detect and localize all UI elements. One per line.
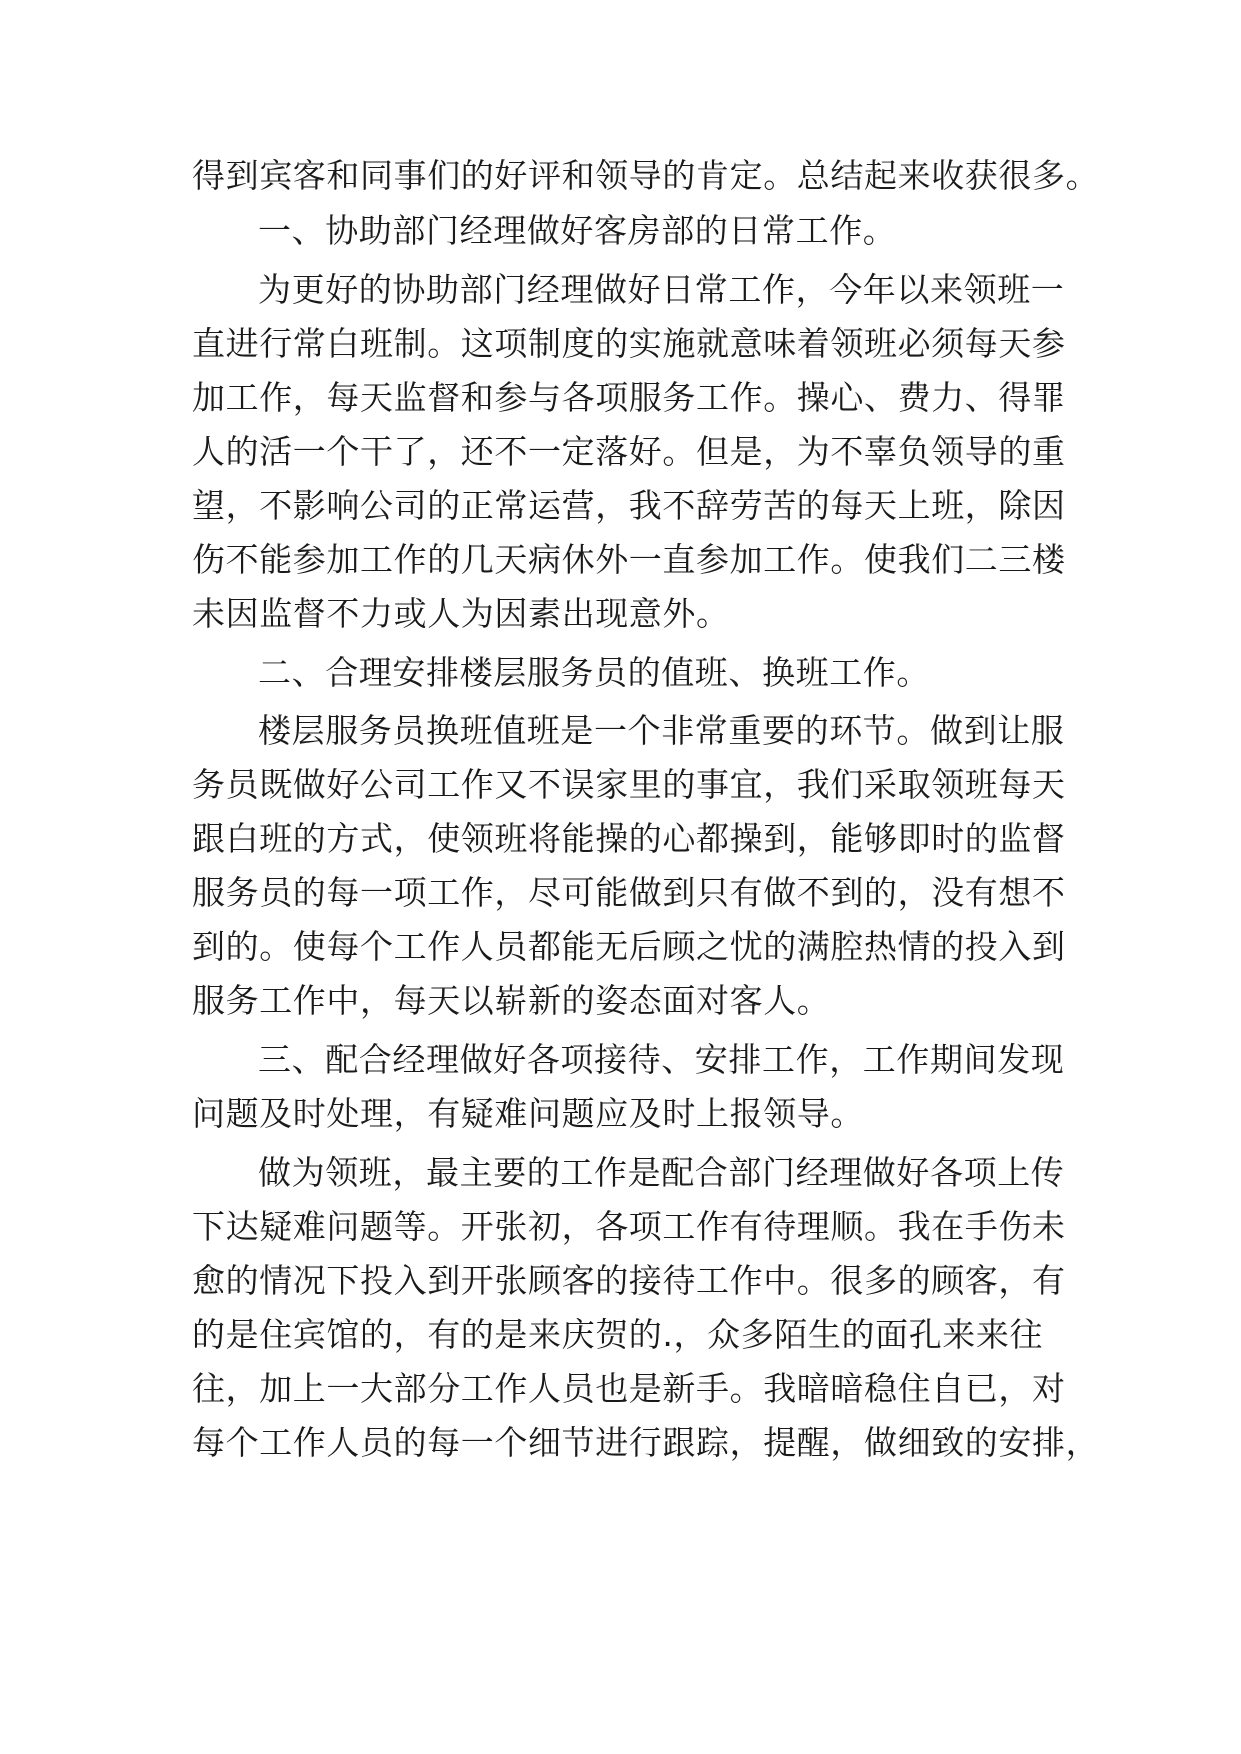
text-line: 服务工作中，每天以崭新的姿态面对客人。 xyxy=(192,981,831,1020)
section-heading-1: 一、协助部门经理做好客房部的日常工作。 xyxy=(258,211,897,250)
text-line: 直进行常白班制。这项制度的实施就意味着领班必须每天参 xyxy=(192,324,1066,363)
text-line: 楼层服务员换班值班是一个非常重要的环节。做到让服 xyxy=(258,711,1065,750)
text-line: 人的活一个干了，还不一定落好。但是，为不辜负领导的重 xyxy=(192,432,1066,471)
text-line: 到的。使每个工作人员都能无后顾之忧的满腔热情的投入到 xyxy=(192,927,1066,966)
text-line: 未因监督不力或人为因素出现意外。 xyxy=(192,594,730,633)
text-line: 伤不能参加工作的几天病休外一直参加工作。使我们二三楼 xyxy=(192,540,1066,579)
text-line: 得到宾客和同事们的好评和领导的肯定。总结起来收获很多。 xyxy=(192,156,1100,195)
text-line: 做为领班，最主要的工作是配合部门经理做好各项上传 xyxy=(258,1153,1065,1192)
text-line: 愈的情况下投入到开张顾客的接待工作中。很多的顾客，有 xyxy=(192,1261,1066,1300)
section-heading-2: 二、合理安排楼层服务员的值班、换班工作。 xyxy=(258,653,930,692)
text-line: 为更好的协助部门经理做好日常工作，今年以来领班一 xyxy=(258,270,1065,309)
text-line: 务员既做好公司工作又不误家里的事宜，我们采取领班每天 xyxy=(192,765,1066,804)
text-line: 服务员的每一项工作，尽可能做到只有做不到的，没有想不 xyxy=(192,873,1066,912)
section-heading-3: 三、配合经理做好各项接待、安排工作，工作期间发现 xyxy=(258,1040,1065,1079)
section-heading-3-continued: 问题及时处理，有疑难问题应及时上报领导。 xyxy=(192,1094,864,1133)
text-line: 跟白班的方式，使领班将能操的心都操到，能够即时的监督 xyxy=(192,819,1066,858)
text-line: 每个工作人员的每一个细节进行跟踪，提醒，做细致的安排， xyxy=(192,1423,1100,1462)
text-line: 望，不影响公司的正常运营，我不辞劳苦的每天上班，除因 xyxy=(192,486,1066,525)
text-line: 的是住宾馆的，有的是来庆贺的.，众多陌生的面孔来来往 xyxy=(192,1315,1044,1354)
text-line: 往，加上一大部分工作人员也是新手。我暗暗稳住自已，对 xyxy=(192,1369,1066,1408)
text-line: 加工作，每天监督和参与各项服务工作。操心、费力、得罪 xyxy=(192,378,1066,417)
text-line: 下达疑难问题等。开张初，各项工作有待理顺。我在手伤未 xyxy=(192,1207,1066,1246)
